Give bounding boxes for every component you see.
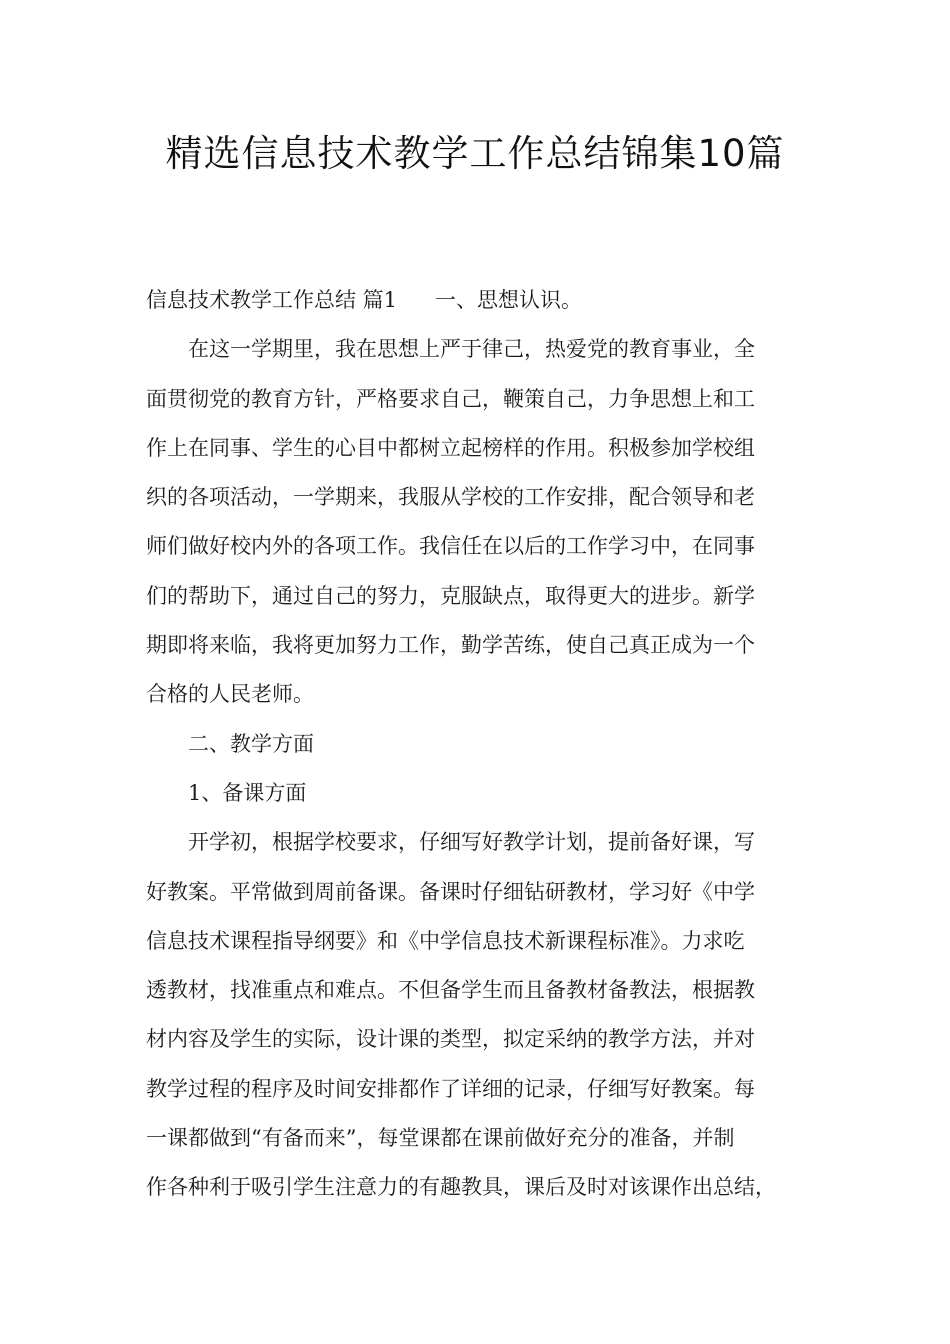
paragraph-line: 好教案。平常做到周前备课。备课时仔细钻研教材，学习好《中学: [146, 879, 755, 904]
paragraph-line: 合格的人民老师。: [146, 682, 314, 707]
paragraph-line: 作上在同事、学生的心目中都树立起榜样的作用。积极参加学校组: [146, 435, 755, 460]
paragraph-line: 教学过程的程序及时间安排都作了详细的记录，仔细写好教案。每: [146, 1076, 755, 1101]
section-label: 信息技术教学工作总结 篇1: [146, 288, 398, 312]
paragraph-line: 一课都做到“有备而来”，每堂课都在课前做好充分的准备，并制: [146, 1126, 735, 1151]
paragraph-line: 期即将来临，我将更加努力工作，勤学苦练，使自己真正成为一个: [146, 633, 755, 658]
paragraph-line: 透教材，找准重点和难点。不但备学生而且备教材备教法，根据教: [146, 978, 755, 1003]
paragraph-line: 信息技术课程指导纲要》和《中学信息技术新课程标准》。力求吃: [146, 928, 745, 953]
section-heading: 一、思想认识。: [435, 288, 583, 312]
paragraph-line: 面贯彻党的教育方针，严格要求自己，鞭策自己，力争思想上和工: [146, 386, 755, 411]
paragraph-line: 作各种利于吸引学生注意力的有趣教具，课后及时对该课作出总结，: [146, 1175, 776, 1200]
document-title: 精选信息技术教学工作总结锦集10篇: [165, 132, 785, 175]
document-body: [146, 276, 806, 1213]
subheading-teaching: 二、教学方面: [188, 731, 314, 756]
paragraph-line: 开学初，根据学校要求，仔细写好教学计划，提前备好课，写: [188, 830, 755, 855]
paragraph-line: 材内容及学生的实际，设计课的类型，拟定采纳的教学方法，并对: [146, 1027, 755, 1052]
paragraph-line: 们的帮助下，通过自己的努力，克服缺点，取得更大的进步。新学: [146, 583, 755, 608]
section-heading-line: [146, 276, 806, 325]
paragraph-line: 师们做好校内外的各项工作。我信任在以后的工作学习中，在同事: [146, 534, 755, 559]
paragraph-line: 在这一学期里，我在思想上严于律己，热爱党的教育事业，全: [188, 337, 755, 362]
paragraph-line: 织的各项活动，一学期来，我服从学校的工作安排，配合领导和老: [146, 485, 755, 510]
subheading-lesson-prep: 1、备课方面: [188, 780, 307, 805]
